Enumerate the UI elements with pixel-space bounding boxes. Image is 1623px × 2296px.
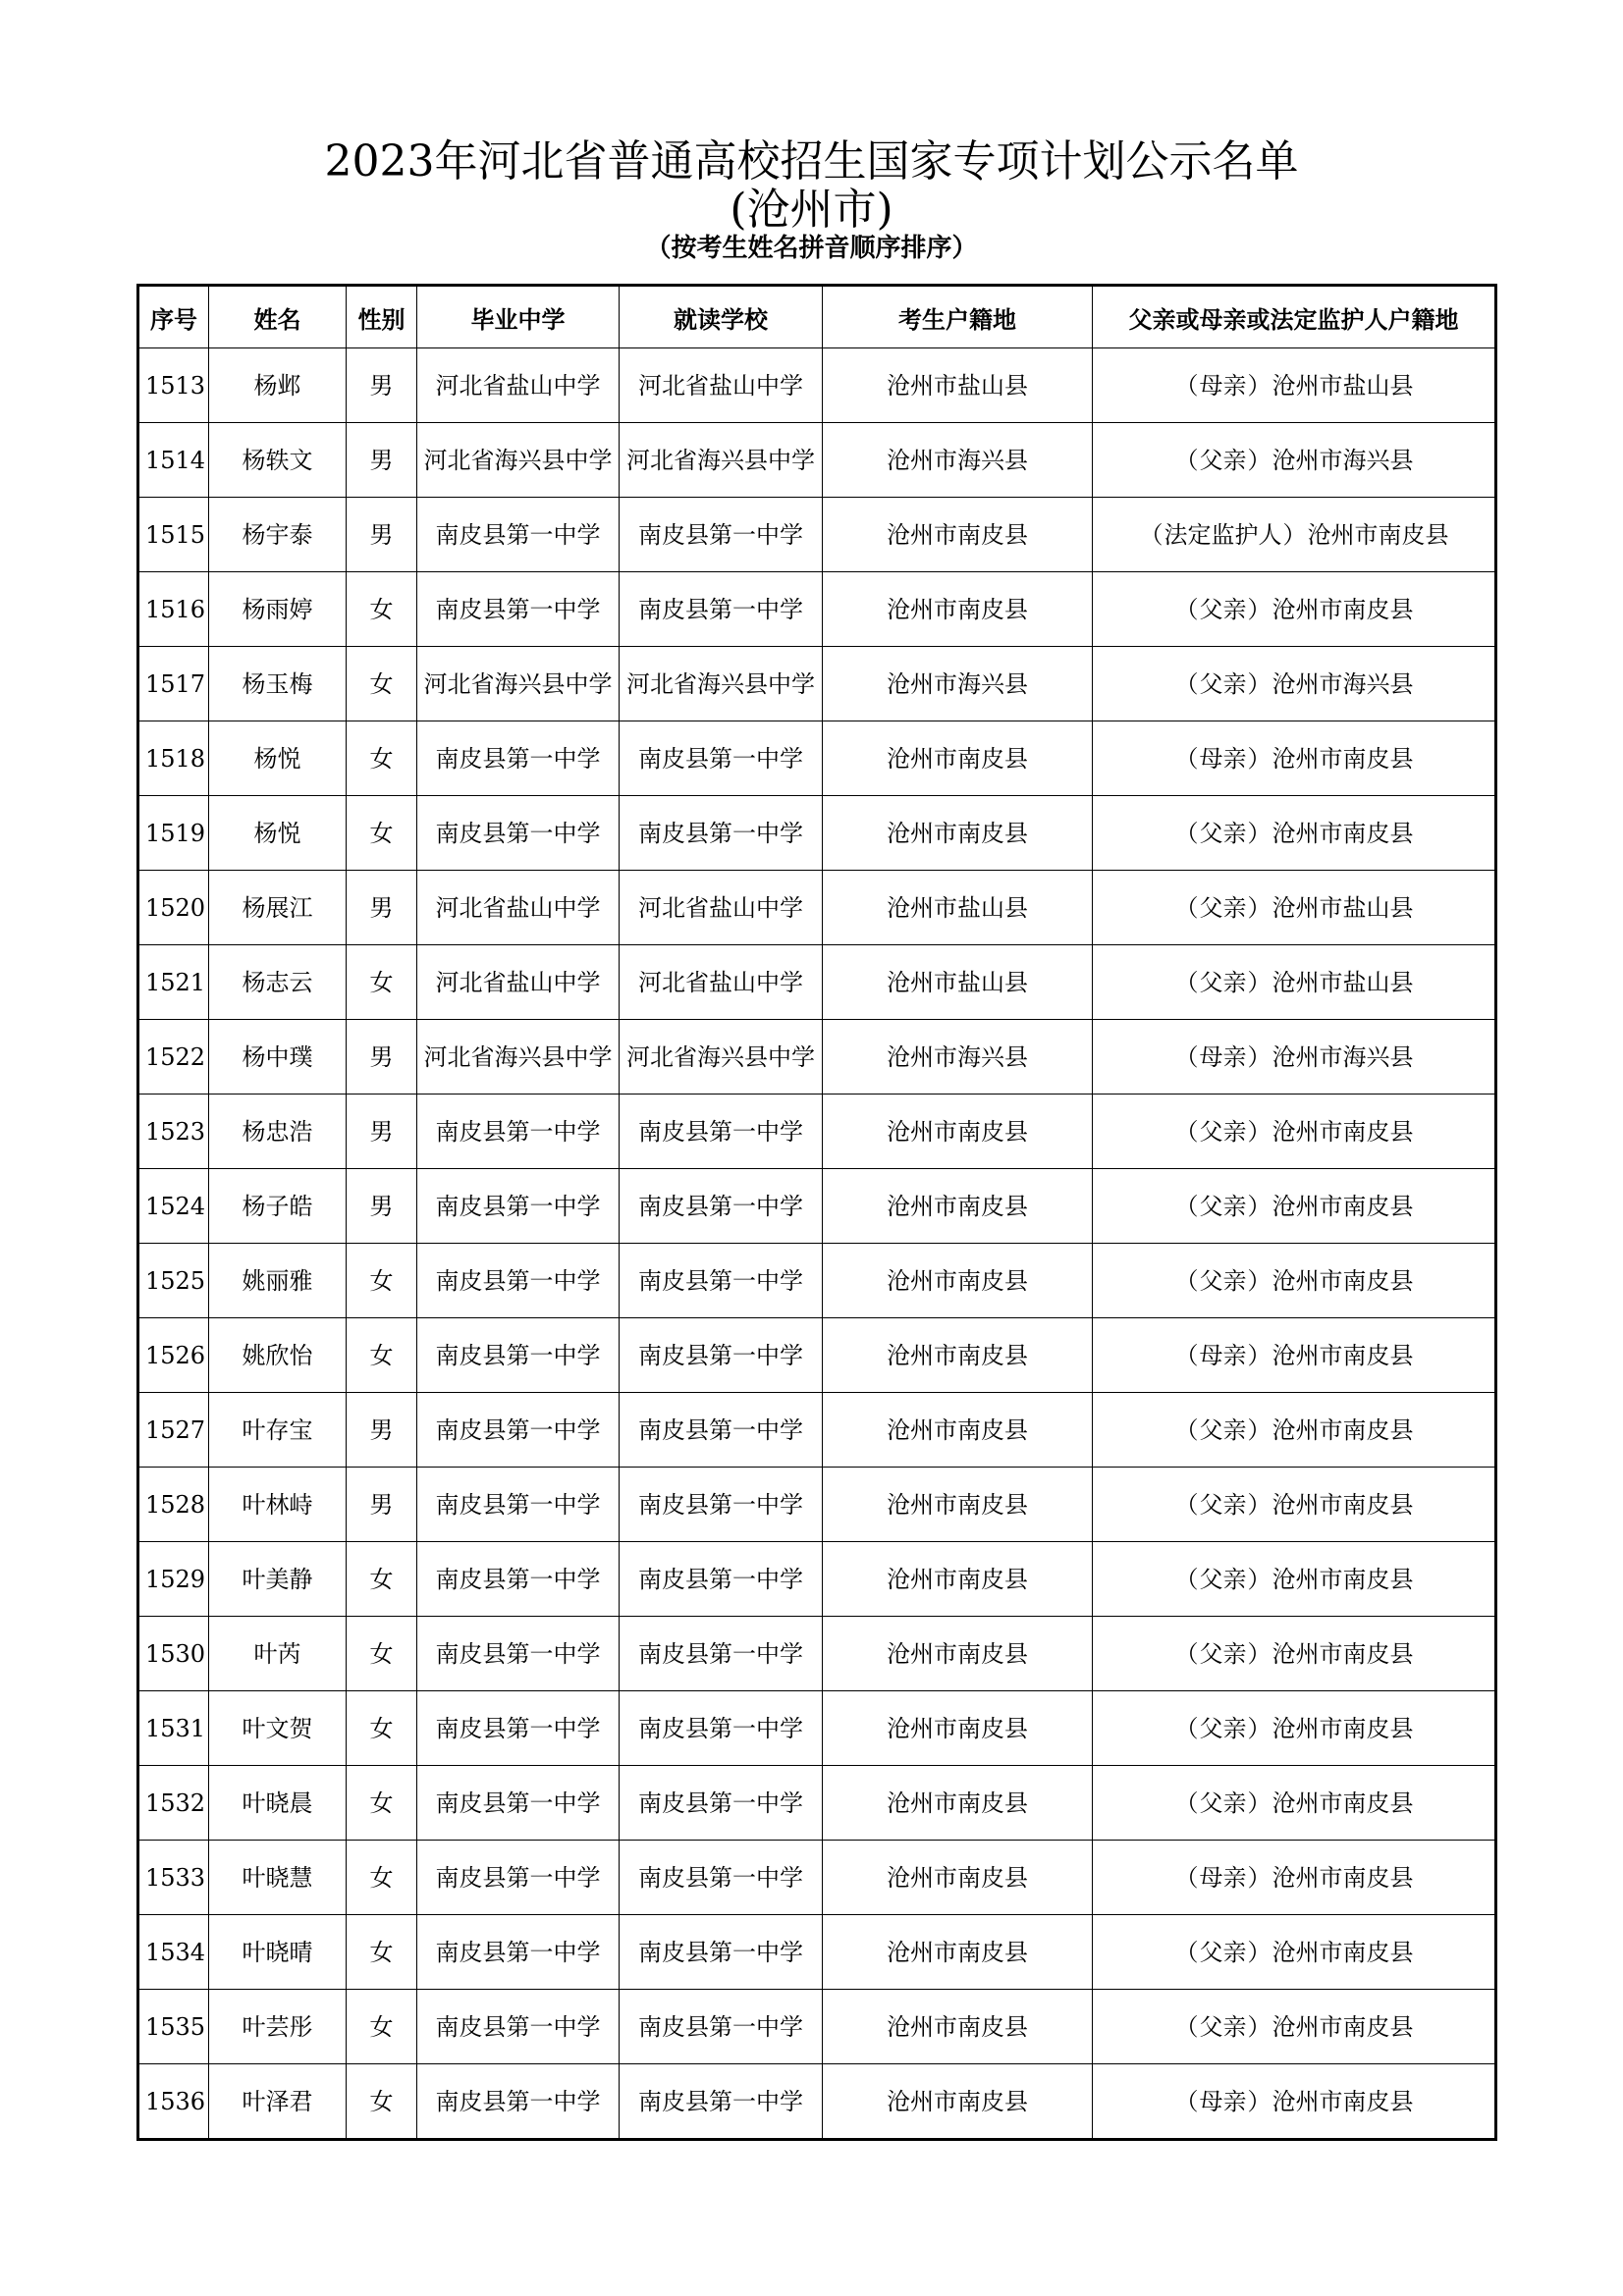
household-registration: 沧州市海兴县: [823, 647, 1093, 721]
guardian-registration: 沧州市南皮县: [1271, 1639, 1414, 1668]
guardian-registration: 沧州市南皮县: [1271, 1192, 1414, 1220]
graduation-school: 南皮县第一中学: [417, 498, 620, 572]
current-school: 南皮县第一中学: [620, 1095, 823, 1169]
row-index: 1528: [138, 1468, 209, 1542]
household-registration: 沧州市南皮县: [823, 2064, 1093, 2140]
graduation-school: 南皮县第一中学: [417, 1691, 620, 1766]
parent-registration-cell: （父亲）沧州市南皮县: [1093, 1617, 1496, 1691]
row-index: 1522: [138, 1020, 209, 1095]
student-name: 杨忠浩: [209, 1095, 347, 1169]
table-row: [138, 498, 1496, 572]
student-gender: 女: [347, 1915, 417, 1990]
household-registration: 沧州市南皮县: [823, 1318, 1093, 1393]
household-registration: 沧州市南皮县: [823, 1990, 1093, 2064]
guardian-relation: 父亲: [1199, 1266, 1247, 1295]
parent-registration-cell: （母亲）沧州市南皮县: [1093, 1841, 1496, 1915]
guardian-relation: 父亲: [1199, 1938, 1247, 1966]
graduation-school: 南皮县第一中学: [417, 1468, 620, 1542]
guardian-registration: 沧州市南皮县: [1271, 744, 1414, 773]
guardian-registration: 沧州市南皮县: [1271, 1415, 1414, 1444]
household-registration: 沧州市南皮县: [823, 572, 1093, 647]
table-row: [138, 423, 1496, 498]
guardian-relation: 父亲: [1199, 1789, 1247, 1817]
col-header-current-school: 就读学校: [620, 286, 823, 348]
guardian-relation: 父亲: [1199, 2012, 1247, 2041]
guardian-registration: 沧州市南皮县: [1271, 1938, 1414, 1966]
table-body: [138, 348, 1496, 2140]
current-school: 南皮县第一中学: [620, 1468, 823, 1542]
graduation-school: 南皮县第一中学: [417, 1915, 620, 1990]
parent-registration-cell: （父亲）沧州市南皮县: [1093, 1468, 1496, 1542]
roster-table: [136, 284, 1497, 2141]
graduation-school: 南皮县第一中学: [417, 2064, 620, 2140]
row-index: 1523: [138, 1095, 209, 1169]
student-name: 杨悦: [209, 796, 347, 871]
table-row: [138, 647, 1496, 721]
student-name: 杨展江: [209, 871, 347, 945]
row-index: 1517: [138, 647, 209, 721]
row-index: 1532: [138, 1766, 209, 1841]
graduation-school: 南皮县第一中学: [417, 1318, 620, 1393]
graduation-school: 南皮县第一中学: [417, 1095, 620, 1169]
household-registration: 沧州市盐山县: [823, 348, 1093, 423]
parent-registration-cell: （母亲）沧州市南皮县: [1093, 1318, 1496, 1393]
student-name: 杨轶文: [209, 423, 347, 498]
guardian-registration: 沧州市南皮县: [1307, 520, 1449, 549]
current-school: 南皮县第一中学: [620, 498, 823, 572]
guardian-relation: 母亲: [1199, 744, 1247, 773]
guardian-registration: 沧州市南皮县: [1271, 1863, 1414, 1892]
parent-registration-cell: （父亲）沧州市海兴县: [1093, 647, 1496, 721]
household-registration: 沧州市海兴县: [823, 1020, 1093, 1095]
guardian-relation: 父亲: [1199, 968, 1247, 996]
guardian-registration: 沧州市南皮县: [1271, 595, 1414, 623]
row-index: 1513: [138, 348, 209, 423]
current-school: 南皮县第一中学: [620, 1841, 823, 1915]
student-name: 杨中璞: [209, 1020, 347, 1095]
household-registration: 沧州市海兴县: [823, 423, 1093, 498]
page-title: 2023年河北省普通高校招生国家专项计划公示名单: [324, 136, 1299, 187]
sort-note: （按考生姓名拼音顺序排序）: [645, 234, 978, 263]
student-name: 叶泽君: [209, 2064, 347, 2140]
student-name: 叶晓慧: [209, 1841, 347, 1915]
household-registration: 沧州市南皮县: [823, 1393, 1093, 1468]
row-index: 1530: [138, 1617, 209, 1691]
household-registration: 沧州市南皮县: [823, 1915, 1093, 1990]
parent-registration-cell: （父亲）沧州市南皮县: [1093, 572, 1496, 647]
guardian-relation: 母亲: [1199, 1863, 1247, 1892]
guardian-registration: 沧州市南皮县: [1271, 819, 1414, 847]
graduation-school: 河北省海兴县中学: [417, 423, 620, 498]
guardian-relation: 法定监护人: [1163, 520, 1282, 549]
student-name: 叶晓晴: [209, 1915, 347, 1990]
student-name: 叶芮: [209, 1617, 347, 1691]
current-school: 河北省海兴县中学: [620, 647, 823, 721]
graduation-school: 河北省盐山中学: [417, 945, 620, 1020]
household-registration: 沧州市南皮县: [823, 1617, 1093, 1691]
guardian-registration: 沧州市盐山县: [1271, 371, 1414, 400]
col-header-graduation-school: 毕业中学: [417, 286, 620, 348]
guardian-registration: 沧州市南皮县: [1271, 1565, 1414, 1593]
graduation-school: 南皮县第一中学: [417, 1542, 620, 1617]
student-gender: 女: [347, 1318, 417, 1393]
table-row: [138, 1542, 1496, 1617]
row-index: 1514: [138, 423, 209, 498]
student-gender: 男: [347, 498, 417, 572]
row-index: 1515: [138, 498, 209, 572]
graduation-school: 南皮县第一中学: [417, 1766, 620, 1841]
student-name: 杨雨婷: [209, 572, 347, 647]
household-registration: 沧州市南皮县: [823, 1095, 1093, 1169]
student-name: 杨宇泰: [209, 498, 347, 572]
guardian-relation: 父亲: [1199, 1714, 1247, 1742]
current-school: 河北省盐山中学: [620, 348, 823, 423]
student-gender: 女: [347, 1244, 417, 1318]
row-index: 1533: [138, 1841, 209, 1915]
current-school: 南皮县第一中学: [620, 1766, 823, 1841]
student-name: 叶美静: [209, 1542, 347, 1617]
table-row: [138, 1169, 1496, 1244]
student-name: 叶晓晨: [209, 1766, 347, 1841]
household-registration: 沧州市南皮县: [823, 1691, 1093, 1766]
current-school: 南皮县第一中学: [620, 2064, 823, 2140]
student-gender: 女: [347, 1617, 417, 1691]
student-gender: 男: [347, 423, 417, 498]
student-gender: 女: [347, 721, 417, 796]
current-school: 南皮县第一中学: [620, 572, 823, 647]
table-row: [138, 945, 1496, 1020]
guardian-relation: 母亲: [1199, 1042, 1247, 1071]
household-registration: 沧州市南皮县: [823, 1244, 1093, 1318]
household-registration: 沧州市南皮县: [823, 796, 1093, 871]
guardian-relation: 父亲: [1199, 893, 1247, 922]
row-index: 1531: [138, 1691, 209, 1766]
table-row: [138, 1841, 1496, 1915]
table-row: [138, 1990, 1496, 2064]
graduation-school: 南皮县第一中学: [417, 796, 620, 871]
student-name: 叶存宝: [209, 1393, 347, 1468]
current-school: 河北省盐山中学: [620, 945, 823, 1020]
guardian-relation: 母亲: [1199, 371, 1247, 400]
guardian-registration: 沧州市盐山县: [1271, 968, 1414, 996]
current-school: 南皮县第一中学: [620, 1990, 823, 2064]
row-index: 1521: [138, 945, 209, 1020]
guardian-relation: 父亲: [1199, 595, 1247, 623]
student-gender: 女: [347, 647, 417, 721]
student-gender: 男: [347, 1020, 417, 1095]
current-school: 南皮县第一中学: [620, 1617, 823, 1691]
col-header-household-registration: 考生户籍地: [823, 286, 1093, 348]
student-gender: 男: [347, 1169, 417, 1244]
parent-registration-cell: （父亲）沧州市海兴县: [1093, 423, 1496, 498]
guardian-registration: 沧州市盐山县: [1271, 893, 1414, 922]
student-name: 杨悦: [209, 721, 347, 796]
guardian-relation: 母亲: [1199, 2087, 1247, 2115]
parent-registration-cell: （父亲）沧州市南皮县: [1093, 1095, 1496, 1169]
table-row: [138, 1766, 1496, 1841]
table-row: [138, 2064, 1496, 2140]
graduation-school: 南皮县第一中学: [417, 721, 620, 796]
row-index: 1526: [138, 1318, 209, 1393]
table-row: [138, 1393, 1496, 1468]
guardian-relation: 父亲: [1199, 819, 1247, 847]
parent-registration-cell: （父亲）沧州市南皮县: [1093, 1915, 1496, 1990]
row-index: 1527: [138, 1393, 209, 1468]
table-row: [138, 1095, 1496, 1169]
graduation-school: 河北省海兴县中学: [417, 647, 620, 721]
parent-registration-cell: （父亲）沧州市盐山县: [1093, 945, 1496, 1020]
student-name: 叶林峙: [209, 1468, 347, 1542]
row-index: 1524: [138, 1169, 209, 1244]
household-registration: 沧州市盐山县: [823, 871, 1093, 945]
student-gender: 男: [347, 1468, 417, 1542]
guardian-registration: 沧州市南皮县: [1271, 1714, 1414, 1742]
parent-registration-cell: （法定监护人）沧州市南皮县: [1093, 498, 1496, 572]
table-row: [138, 1318, 1496, 1393]
graduation-school: 河北省海兴县中学: [417, 1020, 620, 1095]
student-gender: 女: [347, 945, 417, 1020]
guardian-registration: 沧州市海兴县: [1271, 669, 1414, 698]
household-registration: 沧州市南皮县: [823, 1169, 1093, 1244]
table-row: [138, 871, 1496, 945]
col-header-index: 序号: [138, 286, 209, 348]
parent-registration-cell: （父亲）沧州市南皮县: [1093, 1691, 1496, 1766]
student-name: 杨邺: [209, 348, 347, 423]
guardian-relation: 父亲: [1199, 669, 1247, 698]
parent-registration-cell: （父亲）沧州市南皮县: [1093, 796, 1496, 871]
guardian-registration: 沧州市海兴县: [1271, 446, 1414, 474]
household-registration: 沧州市南皮县: [823, 498, 1093, 572]
parent-registration-cell: （父亲）沧州市南皮县: [1093, 1990, 1496, 2064]
student-gender: 女: [347, 1841, 417, 1915]
guardian-relation: 父亲: [1199, 446, 1247, 474]
parent-registration-cell: （母亲）沧州市南皮县: [1093, 721, 1496, 796]
graduation-school: 南皮县第一中学: [417, 572, 620, 647]
header-row: [138, 286, 1496, 348]
current-school: 南皮县第一中学: [620, 796, 823, 871]
row-index: 1518: [138, 721, 209, 796]
current-school: 南皮县第一中学: [620, 1169, 823, 1244]
parent-registration-cell: （父亲）沧州市盐山县: [1093, 871, 1496, 945]
current-school: 南皮县第一中学: [620, 1318, 823, 1393]
parent-registration-cell: （母亲）沧州市盐山县: [1093, 348, 1496, 423]
guardian-relation: 父亲: [1199, 1117, 1247, 1146]
guardian-registration: 沧州市南皮县: [1271, 1789, 1414, 1817]
parent-registration-cell: （母亲）沧州市南皮县: [1093, 2064, 1496, 2140]
household-registration: 沧州市南皮县: [823, 1841, 1093, 1915]
current-school: 河北省海兴县中学: [620, 423, 823, 498]
guardian-relation: 父亲: [1199, 1192, 1247, 1220]
guardian-relation: 父亲: [1199, 1490, 1247, 1519]
student-name: 杨玉梅: [209, 647, 347, 721]
student-gender: 女: [347, 1542, 417, 1617]
current-school: 南皮县第一中学: [620, 1244, 823, 1318]
student-name: 杨志云: [209, 945, 347, 1020]
current-school: 河北省海兴县中学: [620, 1020, 823, 1095]
row-index: 1535: [138, 1990, 209, 2064]
household-registration: 沧州市南皮县: [823, 1542, 1093, 1617]
graduation-school: 南皮县第一中学: [417, 1617, 620, 1691]
student-name: 叶芸彤: [209, 1990, 347, 2064]
col-header-parent-registration: 父亲或母亲或法定监护人户籍地: [1093, 286, 1496, 348]
student-name: 杨子皓: [209, 1169, 347, 1244]
graduation-school: 南皮县第一中学: [417, 1841, 620, 1915]
row-index: 1536: [138, 2064, 209, 2140]
parent-registration-cell: （父亲）沧州市南皮县: [1093, 1169, 1496, 1244]
student-gender: 女: [347, 1766, 417, 1841]
col-header-gender: 性别: [347, 286, 417, 348]
guardian-registration: 沧州市南皮县: [1271, 1341, 1414, 1369]
household-registration: 沧州市南皮县: [823, 1468, 1093, 1542]
student-gender: 女: [347, 2064, 417, 2140]
parent-registration-cell: （父亲）沧州市南皮县: [1093, 1244, 1496, 1318]
graduation-school: 南皮县第一中学: [417, 1169, 620, 1244]
guardian-registration: 沧州市南皮县: [1271, 1266, 1414, 1295]
graduation-school: 南皮县第一中学: [417, 1393, 620, 1468]
parent-registration-cell: （父亲）沧州市南皮县: [1093, 1766, 1496, 1841]
graduation-school: 南皮县第一中学: [417, 1244, 620, 1318]
table-row: [138, 1244, 1496, 1318]
student-gender: 男: [347, 1393, 417, 1468]
guardian-registration: 沧州市南皮县: [1271, 2012, 1414, 2041]
graduation-school: 河北省盐山中学: [417, 348, 620, 423]
page-subtitle: (沧州市): [730, 185, 893, 235]
current-school: 河北省盐山中学: [620, 871, 823, 945]
student-gender: 男: [347, 871, 417, 945]
row-index: 1534: [138, 1915, 209, 1990]
table-row: [138, 1468, 1496, 1542]
guardian-relation: 母亲: [1199, 1341, 1247, 1369]
current-school: 南皮县第一中学: [620, 1542, 823, 1617]
table-row: [138, 1915, 1496, 1990]
guardian-registration: 沧州市南皮县: [1271, 1490, 1414, 1519]
guardian-relation: 父亲: [1199, 1415, 1247, 1444]
table-row: [138, 1691, 1496, 1766]
student-name: 叶文贺: [209, 1691, 347, 1766]
student-gender: 女: [347, 572, 417, 647]
student-gender: 女: [347, 796, 417, 871]
guardian-relation: 父亲: [1199, 1639, 1247, 1668]
table-row: [138, 721, 1496, 796]
row-index: 1519: [138, 796, 209, 871]
student-gender: 男: [347, 348, 417, 423]
table-row: [138, 1020, 1496, 1095]
guardian-registration: 沧州市海兴县: [1271, 1042, 1414, 1071]
col-header-name: 姓名: [209, 286, 347, 348]
table-row: [138, 348, 1496, 423]
guardian-relation: 父亲: [1199, 1565, 1247, 1593]
current-school: 南皮县第一中学: [620, 721, 823, 796]
household-registration: 沧州市南皮县: [823, 1766, 1093, 1841]
current-school: 南皮县第一中学: [620, 1393, 823, 1468]
row-index: 1520: [138, 871, 209, 945]
graduation-school: 南皮县第一中学: [417, 1990, 620, 2064]
parent-registration-cell: （母亲）沧州市海兴县: [1093, 1020, 1496, 1095]
row-index: 1529: [138, 1542, 209, 1617]
household-registration: 沧州市南皮县: [823, 721, 1093, 796]
row-index: 1516: [138, 572, 209, 647]
household-registration: 沧州市盐山县: [823, 945, 1093, 1020]
guardian-registration: 沧州市南皮县: [1271, 1117, 1414, 1146]
parent-registration-cell: （父亲）沧州市南皮县: [1093, 1393, 1496, 1468]
current-school: 南皮县第一中学: [620, 1691, 823, 1766]
parent-registration-cell: （父亲）沧州市南皮县: [1093, 1542, 1496, 1617]
current-school: 南皮县第一中学: [620, 1915, 823, 1990]
student-gender: 女: [347, 1990, 417, 2064]
student-gender: 女: [347, 1691, 417, 1766]
guardian-registration: 沧州市南皮县: [1271, 2087, 1414, 2115]
row-index: 1525: [138, 1244, 209, 1318]
table-row: [138, 796, 1496, 871]
student-name: 姚欣怡: [209, 1318, 347, 1393]
table-row: [138, 1617, 1496, 1691]
table-row: [138, 572, 1496, 647]
student-gender: 男: [347, 1095, 417, 1169]
student-name: 姚丽雅: [209, 1244, 347, 1318]
graduation-school: 河北省盐山中学: [417, 871, 620, 945]
